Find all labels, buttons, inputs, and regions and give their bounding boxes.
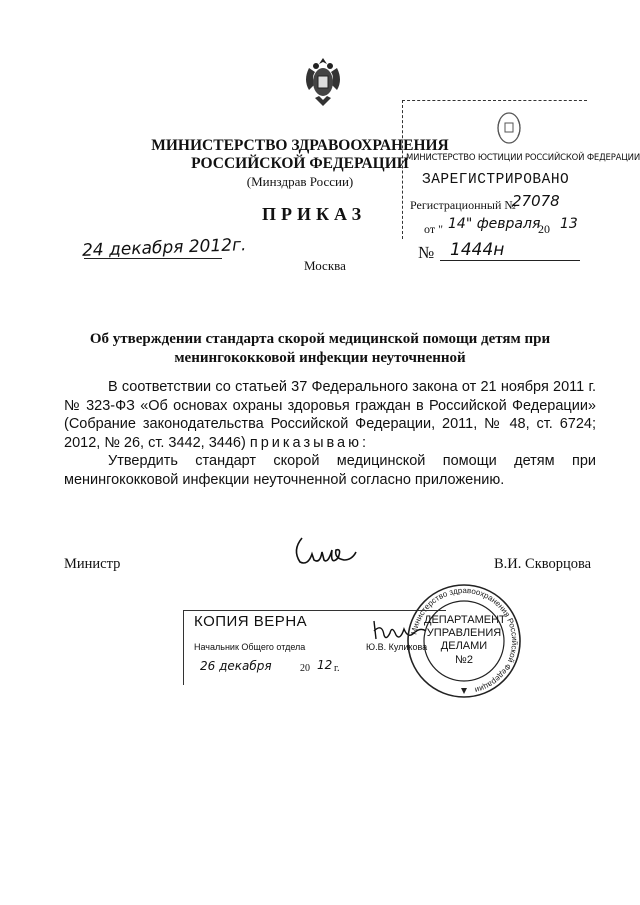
stamp-year: 13 — [560, 216, 578, 232]
stamp-reg-number: 27078 — [512, 192, 560, 210]
copy-stamp-head-name: Ю.В. Куликова — [366, 642, 428, 652]
minister-name: В.И. Скворцова — [494, 556, 592, 572]
ministry-line-2: РОССИЙСКОЙ ФЕДЕРАЦИИ — [191, 155, 409, 172]
seal-line-1: ДЕПАРТАМЕНТ — [424, 614, 506, 626]
paragraph-1-main: В соответствии со статьей 37 Федерального закона от 21 ноября 2011 г. № 323-ФЗ «Об основах охраны здоровья граждан в Российской Федерации» (Собрание законодательства Российской Федерации, 2011, № 48, ст. 6724; 2012, № 26, ст. 3442, 3446) — [64, 379, 596, 451]
heading-line-1: Об утверждении стандарта скорой медицинской помощи детям при — [89, 331, 551, 347]
order-date: 24 декабря 2012г. — [81, 235, 247, 261]
copy-stamp-head-label: Начальник Общего отдела — [194, 642, 306, 652]
paragraph-2: Утвердить стандарт скорой медицинской помощи детям при менингококковой инфекции неуточненной согласно приложению. — [64, 453, 596, 488]
copy-stamp-date: 26 декабря — [200, 659, 272, 673]
seal-line-3: ДЕЛАМИ — [440, 640, 488, 652]
paragraph-1 — [64, 378, 596, 452]
seal-ring-textpath: Министерство здравоохранения Российской Федерации — [409, 585, 520, 695]
stamp-title: ЗАРЕГИСТРИРОВАНО — [422, 172, 570, 188]
copy-stamp-year: 12 — [317, 658, 333, 672]
minister-signature — [290, 530, 360, 570]
heading-line-2: менингококковой инфекции неуточненной — [174, 350, 466, 366]
seal-text — [424, 614, 504, 653]
number-underline — [440, 260, 580, 261]
date-underline — [84, 258, 222, 259]
order-title: ПРИКАЗ — [262, 204, 367, 224]
stamp-date: 14" февраля — [448, 216, 541, 232]
paragraph-1-order-word: приказываю: — [249, 434, 370, 451]
stamp-reg-label: Регистрационный № — [410, 198, 516, 212]
stamp-year-prefix: 20 — [538, 222, 550, 236]
seal-line-2: УПРАВЛЕНИЯ — [426, 627, 502, 639]
ministry-short-name: (Минздрав России) — [246, 174, 354, 189]
document-heading — [80, 330, 560, 368]
document-body — [64, 378, 596, 489]
seal-number: №2 — [455, 654, 473, 666]
copy-stamp-year-prefix: 20 — [300, 663, 310, 674]
stamp-date-prefix: от " — [424, 222, 443, 236]
emblem-icon — [301, 54, 345, 112]
copy-stamp-title: КОПИЯ ВЕРНА — [194, 613, 308, 630]
minister-label: Министр — [64, 556, 121, 572]
city: Москва — [304, 258, 346, 273]
stamp-emblem-icon — [494, 108, 524, 148]
ministry-line-1: МИНИСТЕРСТВО ЗДРАВООХРАНЕНИЯ — [151, 137, 449, 154]
stamp-org: МИНИСТЕРСТВО ЮСТИЦИИ РОССИЙСКОЙ ФЕДЕРАЦИИ — [406, 153, 640, 163]
order-number: 1444н — [450, 240, 505, 260]
copy-stamp-year-suffix: г. — [334, 663, 340, 674]
number-sign: № — [418, 243, 435, 262]
